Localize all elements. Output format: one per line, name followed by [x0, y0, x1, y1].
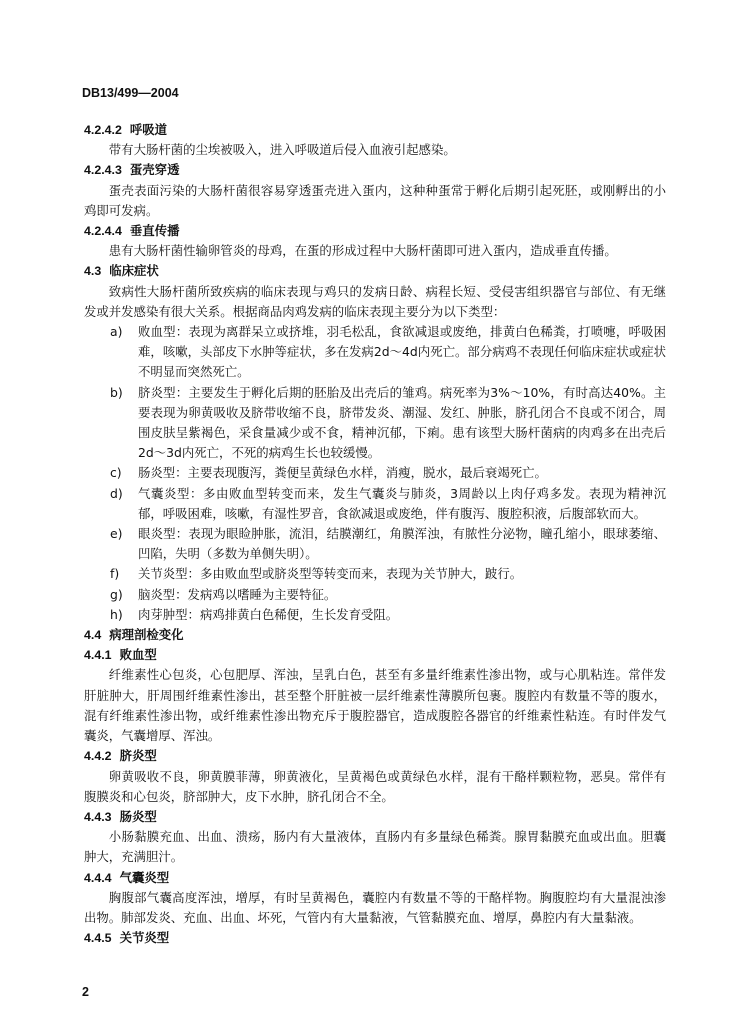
section-number: 4.2.4.2	[84, 123, 122, 137]
section-heading-4-2-4-2	[84, 120, 666, 140]
section-paragraph: 卵黄吸收不良，卵黄膜菲薄，卵黄液化，呈黄褐色或黄绿色水样，混有干酪样颗粒物，恶臭。常伴有腹膜炎和心包炎，脐部肿大，皮下水肿，脐孔闭合不全。	[84, 768, 666, 804]
section-number: 4.2.4.3	[84, 163, 122, 178]
section-heading-4-4-5	[84, 928, 666, 948]
list-item-text: 脑炎型：发病鸡以嗜睡为主要特征。	[138, 586, 337, 602]
section-paragraph: 小肠黏膜充血、出血、溃疡，肠内有大量液体，直肠内有多量绿色稀粪。腺胃黏膜充血或出血。胆囊肿大，充满胆汁。	[84, 829, 666, 865]
list-item	[110, 564, 666, 584]
section-number: 4.4.2	[84, 749, 112, 764]
section-title: 临床症状	[109, 263, 159, 279]
section-title: 蛋壳穿透	[129, 162, 180, 178]
list-marker: a)	[110, 324, 123, 340]
section-heading-4-3	[84, 261, 666, 281]
list-marker: c)	[110, 465, 122, 481]
list-marker: e)	[110, 526, 123, 542]
section-paragraph: 患有大肠杆菌性输卵管炎的母鸡，在蛋的形成过程中大肠杆菌即可进入蛋内，造成垂直传播。	[108, 243, 617, 259]
list-item-text: 肉芽肿型：病鸡排黄白色稀便，生长发育受阻。	[138, 606, 399, 622]
section-paragraph: 纤维素性心包炎，心包肥厚、浑浊，呈乳白色，甚至有多量纤维素性渗出物，或与心肌粘连。常伴发肝脏肿大，肝周围纤维素性渗出，甚至整个肝脏被一层纤维素性薄膜所包裹。腹腔内有数量不等的腹水，混有纤维素性渗出物，或纤维素性渗出物充斥于腹腔器官，造成腹腔各器官的纤维素性粘连。有时伴发气囊炎，气囊增厚、浑浊。	[84, 667, 666, 744]
section-number: 4.4.5	[84, 931, 112, 946]
section-heading-4-4-1	[84, 645, 666, 665]
section-number: 4.4.3	[84, 809, 112, 824]
section-number: 4.2.4.4	[84, 224, 122, 239]
section-title: 关节炎型	[119, 930, 170, 946]
section-title: 病理剖检变化	[109, 627, 184, 643]
section-heading-4-4-4	[84, 868, 666, 888]
list-item	[110, 322, 666, 383]
section-title: 肠炎型	[119, 808, 157, 824]
list-item-text: 脐炎型：主要发生于孵化后期的胚胎及出壳后的雏鸡。病死率为3%～10%，有时高达40%。主要表现为卵黄吸收及脐带收缩不良，脐带发炎、潮湿、发红、肿胀，脐孔闭合不良或不闭合，周围皮肤呈紫褐色，采食量减少或不食，精神沉郁，下痢。患有该型大肠杆菌病的肉鸡多在出壳后2d～3d内死亡，不死的病鸡生长也较缓慢。	[138, 384, 666, 461]
section-heading-4-4	[84, 625, 666, 645]
section-number: 4.4	[84, 628, 102, 643]
section-title: 败血型	[119, 647, 157, 663]
section-heading-4-4-2	[84, 746, 666, 766]
section-paragraph: 胸腹部气囊高度浑浊，增厚，有时呈黄褐色，囊腔内有数量不等的干酪样物。胸腹腔均有大量混浊渗出物。肺部发炎、充血、出血、坏死，气管内有大量黏液，气管黏膜充血、增厚，鼻腔内有大量黏液。	[84, 889, 666, 925]
document-body	[84, 120, 666, 948]
section-heading-4-2-4-4	[84, 221, 666, 241]
section-heading-4-2-4-3	[84, 160, 666, 180]
page-number: 2	[82, 985, 89, 999]
list-item-text: 关节炎型：多由败血型或脐炎型等转变而来，表现为关节肿大，跛行。	[138, 566, 523, 582]
list-item	[110, 463, 666, 483]
list-item-text: 气囊炎型：多由败血型转变而来，发生气囊炎与肺炎，3周龄以上肉仔鸡多发。表现为精神沉郁，呼吸困难，咳嗽，有湿性罗音，食欲减退或废绝，伴有腹泻、腹腔积液，后腹部软而大。	[138, 485, 666, 521]
list-item	[110, 585, 666, 605]
list-marker: f)	[110, 566, 120, 582]
section-number: 4.3	[84, 264, 102, 279]
section-title: 脐炎型	[119, 748, 157, 764]
section-number: 4.4.1	[84, 648, 112, 663]
section-paragraph: 蛋壳表面污染的大肠杆菌很容易穿透蛋壳进入蛋内，这种种蛋常于孵化后期引起死胚，或刚孵出的小鸡即可发病。	[84, 182, 666, 218]
list-marker: b)	[110, 384, 123, 400]
section-paragraph: 带有大肠杆菌的尘埃被吸入，进入呼吸道后侵入血液引起感染。	[108, 142, 456, 158]
section-title: 呼吸道	[129, 122, 168, 137]
list-item-text: 眼炎型：表现为眼睑肿胀，流泪，结膜潮红，角膜浑浊，有脓性分泌物，瞳孔缩小，眼球萎缩、凹陷，失明（多数为单侧失明）。	[138, 526, 666, 562]
list-marker: g)	[110, 586, 123, 602]
list-marker: d)	[110, 485, 123, 501]
list-item-text: 败血型：表现为离群呆立或挤堆，羽毛松乱，食欲减退或废绝，排黄白色稀粪，打喷嚏，呼吸困难，咳嗽，头部皮下水肿等症状，多在发病2d～4d内死亡。部分病鸡不表现任何临床症状或症状不明显而突然死亡。	[138, 324, 666, 380]
section-title: 气囊炎型	[119, 869, 170, 885]
list-item	[110, 383, 666, 464]
list-item	[110, 605, 666, 625]
list-marker: h)	[110, 606, 123, 622]
section-paragraph: 致病性大肠杆菌所致疾病的临床表现与鸡只的发病日龄、病程长短、受侵害组织器官与部位、有无继发或并发感染有很大关系。根据商品肉鸡发病的临床表现主要分为以下类型：	[84, 283, 666, 319]
section-number: 4.4.4	[84, 870, 112, 885]
list-item	[110, 484, 666, 524]
list-item	[110, 524, 666, 564]
list-item-text: 肠炎型：主要表现腹泻，粪便呈黄绿色水样，消瘦，脱水，最后衰竭死亡。	[138, 465, 547, 481]
section-title: 垂直传播	[129, 223, 180, 239]
section-heading-4-4-3	[84, 807, 666, 827]
standard-code: DB13/499—2004	[82, 86, 179, 100]
